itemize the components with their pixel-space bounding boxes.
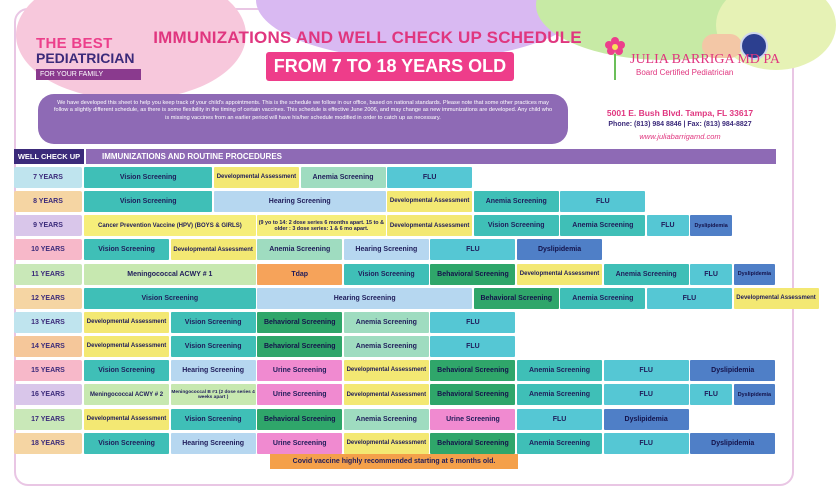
flower-icon bbox=[600, 36, 630, 80]
schedule-cell: FLU bbox=[560, 191, 645, 212]
table-row bbox=[14, 336, 778, 357]
schedule-cell: Behavioral Screening bbox=[430, 264, 515, 285]
schedule-cell: Vision Screening bbox=[474, 215, 559, 236]
schedule-cell: Developmental Assessment bbox=[387, 191, 472, 212]
schedule-cell: Vision Screening bbox=[84, 433, 169, 454]
schedule-cell: Behavioral Screening bbox=[430, 384, 515, 405]
schedule-cell: FLU bbox=[430, 336, 515, 357]
page-subtitle: FROM 7 TO 18 YEARS OLD bbox=[266, 52, 514, 81]
schedule-cell: Developmental Assessment bbox=[344, 384, 429, 405]
page-title: IMMUNIZATIONS AND WELL CHECK UP SCHEDULE bbox=[153, 28, 582, 47]
schedule-cell: Behavioral Screening bbox=[474, 288, 559, 309]
clinic-phone: Phone: (813) 984 8846 | Fax: (813) 984-8827 bbox=[608, 121, 752, 128]
schedule-cell: Anemia Screening bbox=[604, 264, 689, 285]
schedule-cell: Developmental Assessment bbox=[84, 312, 169, 333]
age-label: 17 YEARS bbox=[14, 409, 82, 430]
schedule-cell: Dyslipidemia bbox=[734, 384, 776, 405]
schedule-cell: Hearing Screening bbox=[257, 288, 472, 309]
schedule-cell: Developmental Assessment bbox=[387, 215, 472, 236]
age-label: 8 YEARS bbox=[14, 191, 82, 212]
schedule-cell: Anemia Screening bbox=[474, 191, 559, 212]
age-label: 11 YEARS bbox=[14, 264, 82, 285]
intro-text: We have developed this sheet to help you keep track of your child's appointments. This is the schedule we follow in our office, based on national standards. Please note that some other practices may follow a slightly different schedule, as there is some flexibility in the timing of certain vaccines. This schedule is effective June 2006, and may change as new immunizations are developed. Any child who is missing vaccines from an earlier period will have his/her schedule modified in order to catch up as necessary. bbox=[38, 94, 568, 144]
schedule-cell: Developmental Assessment bbox=[214, 167, 299, 188]
schedule-cell: FLU bbox=[690, 384, 732, 405]
table-row bbox=[14, 433, 778, 454]
brand-line-2: PEDIATRICIAN bbox=[36, 50, 135, 66]
schedule-cell: Anemia Screening bbox=[301, 167, 386, 188]
schedule-cell: Meningococcal ACWY # 2 bbox=[84, 384, 169, 405]
table-row bbox=[14, 167, 778, 188]
schedule-cell: FLU bbox=[517, 409, 602, 430]
clinic-website[interactable]: www.juliabarrigamd.com bbox=[639, 132, 721, 141]
schedule-cell: Vision Screening bbox=[171, 409, 256, 430]
schedule-cell: FLU bbox=[604, 360, 689, 381]
table-row bbox=[14, 264, 778, 285]
schedule-cell: Vision Screening bbox=[84, 191, 212, 212]
clinic-subtitle: Board Certified Pediatrician bbox=[636, 68, 734, 77]
schedule-cell: Behavioral Screening bbox=[430, 360, 515, 381]
schedule-cell: Dyslipidemia bbox=[734, 264, 776, 285]
brand-line-1: THE BEST bbox=[36, 35, 113, 52]
schedule-cell: Anemia Screening bbox=[517, 433, 602, 454]
schedule-cell: (9 yo to 14: 2 dose series 6 months apart. 15 to & older : 3 dose series: 1 & 6 mo apart. bbox=[257, 215, 385, 236]
age-label: 12 YEARS bbox=[14, 288, 82, 309]
age-label: 15 YEARS bbox=[14, 360, 82, 381]
column-header-immunizations: IMMUNIZATIONS AND ROUTINE PROCEDURES bbox=[86, 149, 776, 164]
table-row bbox=[14, 312, 778, 333]
table-row bbox=[14, 288, 816, 309]
age-label: 7 YEARS bbox=[14, 167, 82, 188]
schedule-cell: Anemia Screening bbox=[517, 360, 602, 381]
column-header-well-check: WELL CHECK UP bbox=[14, 149, 84, 164]
schedule-cell: Dyslipidemia bbox=[604, 409, 689, 430]
schedule-cell: Meningococcal B #1 (2 dose series 4 weeks apart ) bbox=[171, 384, 256, 405]
schedule-cell: Developmental Assessment bbox=[171, 239, 256, 260]
schedule-cell: Anemia Screening bbox=[560, 215, 645, 236]
schedule-cell: FLU bbox=[647, 215, 689, 236]
schedule-cell: Vision Screening bbox=[84, 288, 256, 309]
covid-note: Covid vaccine highly recommended starting at 6 months old. bbox=[270, 454, 518, 469]
schedule-cell: Tdap bbox=[257, 264, 342, 285]
schedule-cell: Behavioral Screening bbox=[430, 433, 515, 454]
brand-logo bbox=[36, 36, 161, 80]
schedule-cell: FLU bbox=[430, 312, 515, 333]
age-label: 14 YEARS bbox=[14, 336, 82, 357]
table-row bbox=[14, 409, 778, 430]
brand-tagline: FOR YOUR FAMILY bbox=[36, 69, 141, 80]
schedule-cell: Urine Screening bbox=[430, 409, 515, 430]
schedule-cell: Cancer Prevention Vaccine (HPV) (BOYS & GIRLS) bbox=[84, 215, 256, 236]
schedule-cell: FLU bbox=[430, 239, 515, 260]
schedule-cell: Vision Screening bbox=[84, 239, 169, 260]
table-row bbox=[14, 360, 778, 381]
schedule-cell: Urine Screening bbox=[257, 433, 342, 454]
schedule-cell: Dyslipidemia bbox=[690, 215, 732, 236]
table-row bbox=[14, 384, 778, 405]
schedule-cell: Dyslipidemia bbox=[690, 433, 775, 454]
schedule-cell: Dyslipidemia bbox=[690, 360, 775, 381]
schedule-cell: FLU bbox=[647, 288, 732, 309]
schedule-cell: Developmental Assessment bbox=[517, 264, 602, 285]
schedule-cell: Urine Screening bbox=[257, 384, 342, 405]
clinic-name: JULIA BARRIGA MD PA bbox=[630, 52, 781, 67]
table-row bbox=[14, 191, 778, 212]
schedule-cell: Vision Screening bbox=[84, 360, 169, 381]
schedule-cell: Developmental Assessment bbox=[344, 360, 429, 381]
schedule-cell: Vision Screening bbox=[171, 312, 256, 333]
schedule-cell: Vision Screening bbox=[344, 264, 429, 285]
table-row bbox=[14, 215, 778, 236]
schedule-cell: Hearing Screening bbox=[344, 239, 429, 260]
schedule-cell: Meningococcal ACWY # 1 bbox=[84, 264, 256, 285]
schedule-cell: Anemia Screening bbox=[560, 288, 645, 309]
schedule-cell: Anemia Screening bbox=[344, 336, 429, 357]
age-label: 16 YEARS bbox=[14, 384, 82, 405]
clinic-address: 5001 E. Bush Blvd. Tampa, FL 33617 bbox=[606, 108, 754, 118]
schedule-cell: Hearing Screening bbox=[171, 433, 256, 454]
age-label: 13 YEARS bbox=[14, 312, 82, 333]
schedule-cell: Hearing Screening bbox=[171, 360, 256, 381]
schedule-cell: FLU bbox=[690, 264, 732, 285]
schedule-cell: Anemia Screening bbox=[257, 239, 342, 260]
schedule-cell: Developmental Assessment bbox=[84, 409, 169, 430]
schedule-cell: FLU bbox=[387, 167, 472, 188]
schedule-cell: Dyslipidemia bbox=[517, 239, 602, 260]
schedule-cell: Developmental Assessment bbox=[84, 336, 169, 357]
age-label: 10 YEARS bbox=[14, 239, 82, 260]
schedule-cell: Anemia Screening bbox=[344, 409, 429, 430]
schedule-cell: Behavioral Screening bbox=[257, 312, 342, 333]
schedule-cell: Urine Screening bbox=[257, 360, 342, 381]
schedule-cell: FLU bbox=[604, 384, 689, 405]
schedule-cell: Behavioral Screening bbox=[257, 409, 342, 430]
age-label: 9 YEARS bbox=[14, 215, 82, 236]
schedule-cell: FLU bbox=[604, 433, 689, 454]
schedule-cell: Behavioral Screening bbox=[257, 336, 342, 357]
schedule-cell: Vision Screening bbox=[171, 336, 256, 357]
age-label: 18 YEARS bbox=[14, 433, 82, 454]
schedule-cell: Anemia Screening bbox=[344, 312, 429, 333]
schedule-cell: Developmental Assessment bbox=[734, 288, 819, 309]
schedule-cell: Hearing Screening bbox=[214, 191, 386, 212]
schedule-cell: Developmental Assessment bbox=[344, 433, 429, 454]
schedule-cell: Anemia Screening bbox=[517, 384, 602, 405]
table-row bbox=[14, 239, 778, 260]
schedule-cell: Vision Screening bbox=[84, 167, 212, 188]
